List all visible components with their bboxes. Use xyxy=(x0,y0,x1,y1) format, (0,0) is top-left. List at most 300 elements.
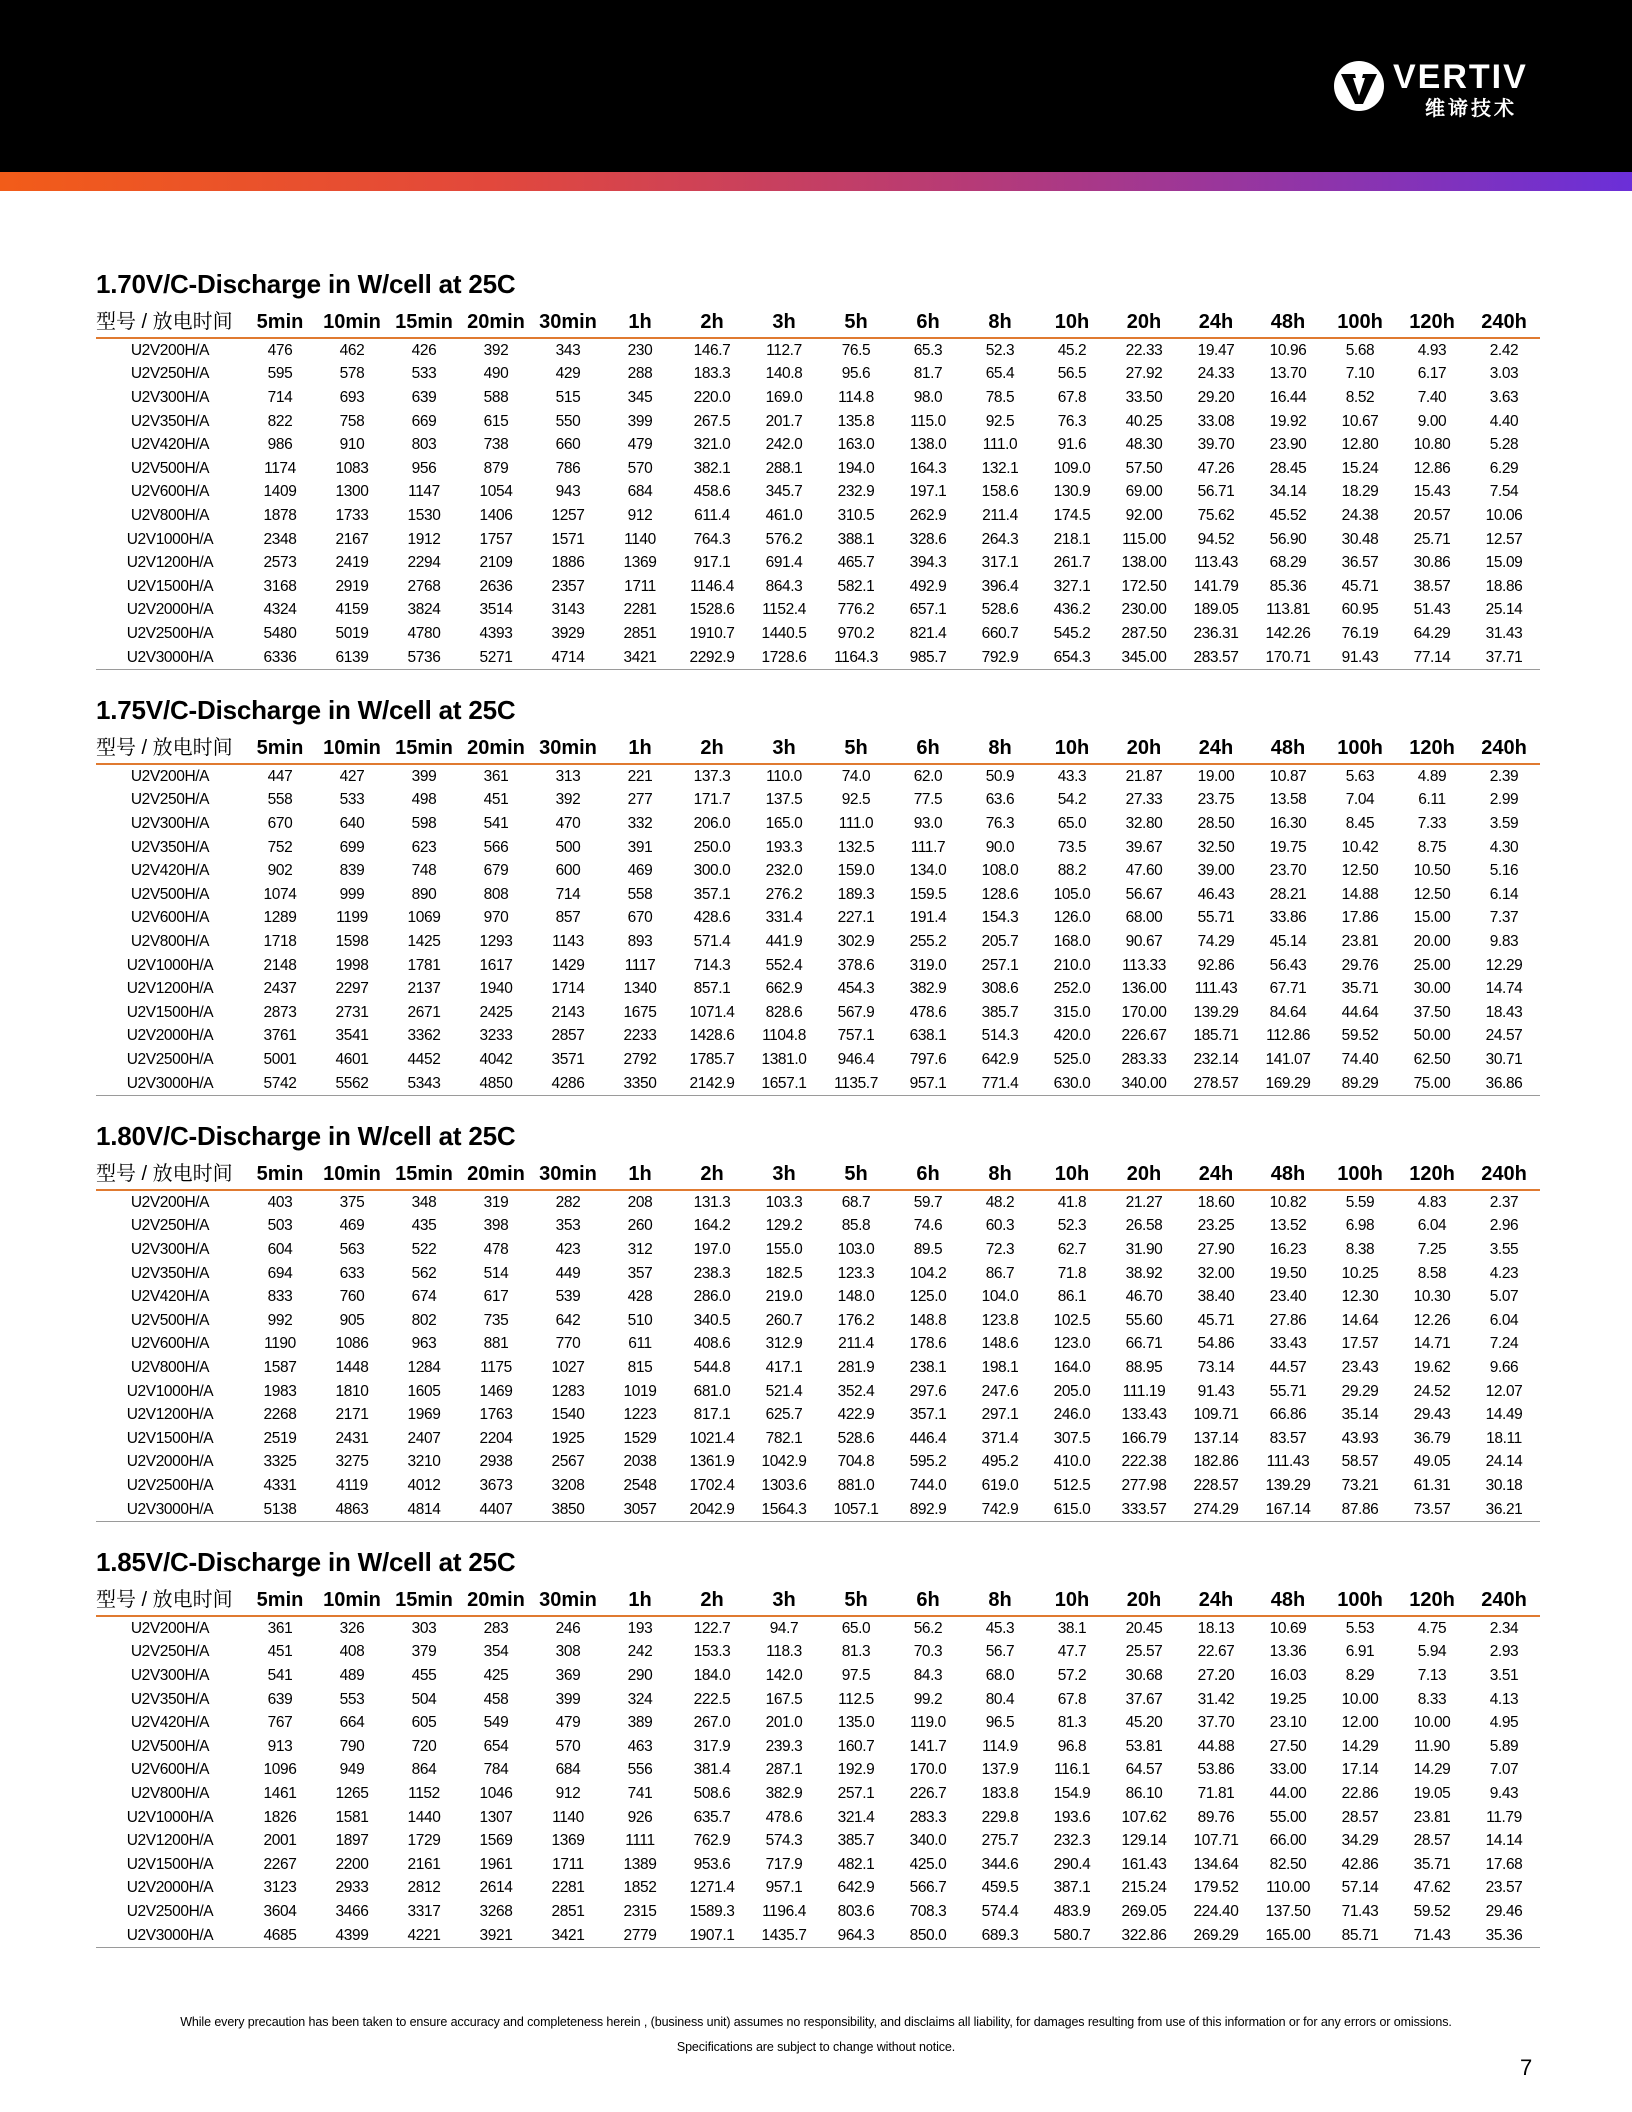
value-cell: 18.86 xyxy=(1485,577,1523,595)
time-column-header: 120h xyxy=(1396,302,1468,338)
value-cell: 3350 xyxy=(604,1072,676,1096)
discharge-section xyxy=(96,1544,1536,1948)
value-cell: 307.5 xyxy=(1053,1429,1091,1447)
value-cell: 2519 xyxy=(263,1429,297,1447)
value-cell: 238.3 xyxy=(693,1264,731,1282)
value-cell: 139.29 xyxy=(1193,1003,1239,1021)
footer-notice: Specifications are subject to change without notice. xyxy=(676,2040,956,2054)
time-column-header: 20min xyxy=(460,728,532,764)
value-cell: 167.5 xyxy=(765,1690,803,1708)
value-cell: 14.14 xyxy=(1485,1832,1523,1850)
value-cell: 345.7 xyxy=(765,483,803,501)
value-cell: 7.54 xyxy=(1489,483,1519,501)
value-cell: 495.2 xyxy=(981,1453,1019,1471)
value-cell: 110.0 xyxy=(766,767,802,785)
value-cell: 25.14 xyxy=(1485,601,1523,619)
value-cell: 33.86 xyxy=(1269,909,1307,927)
value-cell: 3673 xyxy=(479,1476,513,1494)
value-cell: 170.00 xyxy=(1121,1003,1167,1021)
value-cell: 65.0 xyxy=(841,1619,871,1637)
model-cell: U2V2500H/A xyxy=(126,1050,214,1068)
value-cell: 1293 xyxy=(479,932,513,950)
value-cell: 71.43 xyxy=(1396,1924,1468,1948)
value-cell: 890 xyxy=(411,885,437,903)
value-cell: 165.00 xyxy=(1252,1924,1324,1948)
value-cell: 771.4 xyxy=(964,1072,1036,1096)
value-cell: 36.57 xyxy=(1341,554,1379,572)
value-cell: 261.7 xyxy=(1053,554,1091,572)
value-cell: 206.0 xyxy=(693,814,731,832)
value-cell: 94.7 xyxy=(769,1619,799,1637)
model-column-header: 型号 / 放电时间 xyxy=(96,302,244,338)
model-cell: U2V1000H/A xyxy=(126,1382,214,1400)
value-cell: 1303.6 xyxy=(761,1476,807,1494)
value-cell: 23.10 xyxy=(1269,1714,1307,1732)
value-cell: 1757 xyxy=(479,530,513,548)
value-cell: 155.0 xyxy=(765,1240,803,1258)
model-cell: U2V800H/A xyxy=(130,932,210,950)
value-cell: 1826 xyxy=(263,1808,297,1826)
value-cell: 521.4 xyxy=(765,1382,803,1400)
value-cell: 10.00 xyxy=(1341,1690,1379,1708)
value-cell: 38.57 xyxy=(1413,577,1451,595)
value-cell: 113.33 xyxy=(1122,956,1166,974)
value-cell: 1381.0 xyxy=(761,1050,807,1068)
value-cell: 902 xyxy=(267,862,293,880)
value-cell: 31.43 xyxy=(1485,624,1523,642)
value-cell: 864 xyxy=(411,1761,437,1779)
value-cell: 29.46 xyxy=(1485,1902,1523,1920)
value-cell: 2315 xyxy=(623,1902,657,1920)
value-cell: 14.29 xyxy=(1413,1761,1451,1779)
value-cell: 2281 xyxy=(623,601,657,619)
value-cell: 21.87 xyxy=(1125,767,1163,785)
value-cell: 2933 xyxy=(335,1879,369,1897)
value-cell: 50.9 xyxy=(985,767,1015,785)
value-cell: 3.03 xyxy=(1489,365,1519,383)
value-cell: 588 xyxy=(483,388,509,406)
value-cell: 5.16 xyxy=(1489,862,1519,880)
time-column-header: 6h xyxy=(892,1154,964,1190)
value-cell: 332 xyxy=(627,814,653,832)
time-column-header: 10min xyxy=(316,1580,388,1616)
model-cell: U2V2500H/A xyxy=(126,1902,214,1920)
value-cell: 693 xyxy=(339,388,365,406)
vertiv-logo-icon xyxy=(1333,60,1385,112)
table-row xyxy=(96,1403,1540,1427)
value-cell: 479 xyxy=(555,1714,581,1732)
value-cell: 81.3 xyxy=(1057,1714,1087,1732)
value-cell: 18.11 xyxy=(1486,1429,1522,1447)
value-cell: 169.0 xyxy=(765,388,803,406)
value-cell: 56.5 xyxy=(1057,365,1087,383)
table-row xyxy=(96,764,1540,789)
value-cell: 892.9 xyxy=(892,1498,964,1522)
model-cell: U2V1200H/A xyxy=(126,554,214,572)
value-cell: 8.38 xyxy=(1345,1240,1375,1258)
value-cell: 322.86 xyxy=(1108,1924,1180,1948)
value-cell: 170.0 xyxy=(909,1761,947,1779)
value-cell: 35.36 xyxy=(1468,1924,1540,1948)
value-cell: 478.6 xyxy=(909,1003,947,1021)
discharge-table xyxy=(96,728,1540,1096)
value-cell: 741 xyxy=(627,1784,653,1802)
time-column-header: 1h xyxy=(604,302,676,338)
page-number: 7 xyxy=(1520,2055,1533,2080)
value-cell: 574.4 xyxy=(981,1902,1019,1920)
value-cell: 3.51 xyxy=(1489,1666,1519,1684)
value-cell: 1998 xyxy=(335,956,369,974)
value-cell: 28.57 xyxy=(1413,1832,1451,1850)
value-cell: 95.6 xyxy=(841,365,871,383)
value-cell: 1729 xyxy=(407,1832,441,1850)
value-cell: 12.07 xyxy=(1485,1382,1523,1400)
time-column-header: 240h xyxy=(1468,1580,1540,1616)
value-cell: 6139 xyxy=(316,646,388,670)
value-cell: 56.7 xyxy=(985,1643,1015,1661)
value-cell: 2204 xyxy=(479,1429,513,1447)
time-column-header: 2h xyxy=(676,1154,748,1190)
value-cell: 47.26 xyxy=(1197,459,1235,477)
value-cell: 381.4 xyxy=(693,1761,731,1779)
value-cell: 720 xyxy=(411,1737,437,1755)
table-row xyxy=(96,1238,1540,1262)
value-cell: 135.0 xyxy=(837,1714,875,1732)
value-cell: 28.45 xyxy=(1269,459,1307,477)
value-cell: 73.5 xyxy=(1057,838,1087,856)
value-cell: 576.2 xyxy=(765,530,803,548)
table-row xyxy=(96,363,1540,387)
time-column-header: 100h xyxy=(1324,1580,1396,1616)
value-cell: 44.88 xyxy=(1197,1737,1235,1755)
value-cell: 3362 xyxy=(407,1027,441,1045)
value-cell: 617 xyxy=(483,1288,509,1306)
value-cell: 1528.6 xyxy=(689,601,735,619)
value-cell: 427 xyxy=(339,767,365,785)
value-cell: 38.1 xyxy=(1057,1619,1087,1637)
value-cell: 153.3 xyxy=(693,1643,731,1661)
value-cell: 138.00 xyxy=(1121,554,1167,572)
value-cell: 275.7 xyxy=(981,1832,1019,1850)
value-cell: 1581 xyxy=(335,1808,369,1826)
value-cell: 215.24 xyxy=(1121,1879,1167,1897)
value-cell: 226.67 xyxy=(1121,1027,1167,1045)
value-cell: 14.71 xyxy=(1413,1335,1451,1353)
value-cell: 269.29 xyxy=(1180,1924,1252,1948)
value-cell: 28.50 xyxy=(1197,814,1235,832)
time-column-header: 30min xyxy=(532,1580,604,1616)
value-cell: 482.1 xyxy=(837,1855,875,1873)
value-cell: 4814 xyxy=(388,1498,460,1522)
value-cell: 208 xyxy=(627,1193,653,1211)
value-cell: 1019 xyxy=(623,1382,657,1400)
value-cell: 37.67 xyxy=(1125,1690,1163,1708)
value-cell: 14.74 xyxy=(1485,980,1523,998)
value-cell: 2731 xyxy=(335,1003,369,1021)
value-cell: 172.50 xyxy=(1121,577,1167,595)
value-cell: 2348 xyxy=(263,530,297,548)
value-cell: 16.23 xyxy=(1269,1240,1307,1258)
value-cell: 288 xyxy=(627,365,653,383)
value-cell: 60.95 xyxy=(1341,601,1379,619)
value-cell: 6.29 xyxy=(1489,459,1519,477)
value-cell: 85.8 xyxy=(841,1217,871,1235)
value-cell: 664 xyxy=(339,1714,365,1732)
time-column-header: 48h xyxy=(1252,1154,1324,1190)
value-cell: 558 xyxy=(267,791,293,809)
value-cell: 119.0 xyxy=(910,1714,946,1732)
value-cell: 267.5 xyxy=(693,412,731,430)
value-cell: 992 xyxy=(267,1311,293,1329)
value-cell: 15.43 xyxy=(1413,483,1451,501)
value-cell: 2109 xyxy=(479,554,513,572)
value-cell: 2779 xyxy=(604,1924,676,1948)
time-column-header: 8h xyxy=(964,302,1036,338)
value-cell: 714 xyxy=(267,388,293,406)
value-cell: 510 xyxy=(627,1311,653,1329)
value-cell: 508.6 xyxy=(693,1784,731,1802)
value-cell: 229.8 xyxy=(981,1808,1019,1826)
value-cell: 15.24 xyxy=(1341,459,1379,477)
value-cell: 14.49 xyxy=(1485,1406,1523,1424)
value-cell: 129.2 xyxy=(765,1217,803,1235)
table-header-row xyxy=(96,302,1540,338)
value-cell: 19.75 xyxy=(1269,838,1307,856)
value-cell: 90.0 xyxy=(985,838,1015,856)
value-cell: 104.0 xyxy=(981,1288,1019,1306)
value-cell: 65.4 xyxy=(985,365,1015,383)
table-row xyxy=(96,1759,1540,1783)
value-cell: 53.86 xyxy=(1197,1761,1235,1779)
value-cell: 4.13 xyxy=(1489,1690,1519,1708)
value-cell: 1529 xyxy=(623,1429,657,1447)
value-cell: 222.5 xyxy=(693,1690,731,1708)
value-cell: 246.0 xyxy=(1053,1406,1091,1424)
time-column-header: 5h xyxy=(820,1580,892,1616)
time-column-header: 1h xyxy=(604,1154,676,1190)
value-cell: 45.52 xyxy=(1269,506,1307,524)
value-cell: 137.9 xyxy=(981,1761,1019,1779)
value-cell: 28.21 xyxy=(1269,885,1307,903)
time-column-header: 100h xyxy=(1324,728,1396,764)
time-column-header: 20h xyxy=(1108,728,1180,764)
time-column-header: 6h xyxy=(892,728,964,764)
discharge-section xyxy=(96,1118,1536,1522)
value-cell: 1140 xyxy=(552,1808,584,1826)
value-cell: 762.9 xyxy=(693,1832,731,1850)
value-cell: 611 xyxy=(628,1335,652,1353)
model-cell: U2V500H/A xyxy=(130,1311,210,1329)
value-cell: 802 xyxy=(411,1311,437,1329)
value-cell: 58.57 xyxy=(1341,1453,1379,1471)
value-cell: 312 xyxy=(627,1240,653,1258)
model-cell: U2V200H/A xyxy=(130,1193,210,1211)
value-cell: 39.67 xyxy=(1125,838,1163,856)
value-cell: 964.3 xyxy=(820,1924,892,1948)
value-cell: 2042.9 xyxy=(676,1498,748,1522)
value-cell: 3.59 xyxy=(1489,814,1519,832)
value-cell: 24.57 xyxy=(1485,1027,1523,1045)
table-row xyxy=(96,1048,1540,1072)
time-column-header: 240h xyxy=(1468,1154,1540,1190)
value-cell: 319.0 xyxy=(909,956,947,974)
value-cell: 158.6 xyxy=(981,483,1019,501)
model-column-header: 型号 / 放电时间 xyxy=(96,728,244,764)
value-cell: 451 xyxy=(483,791,509,809)
value-cell: 566 xyxy=(483,838,509,856)
value-cell: 1810 xyxy=(335,1382,369,1400)
value-cell: 1074 xyxy=(263,885,297,903)
model-cell: U2V1500H/A xyxy=(126,1855,214,1873)
value-cell: 2419 xyxy=(335,554,369,572)
value-cell: 47.7 xyxy=(1057,1643,1087,1661)
value-cell: 630.0 xyxy=(1036,1072,1108,1096)
value-cell: 91.43 xyxy=(1324,646,1396,670)
model-cell: U2V250H/A xyxy=(130,1217,210,1235)
value-cell: 4452 xyxy=(407,1050,441,1068)
table-row xyxy=(96,954,1540,978)
model-cell: U2V3000H/A xyxy=(96,646,244,670)
value-cell: 56.67 xyxy=(1125,885,1163,903)
value-cell: 28.57 xyxy=(1341,1808,1379,1826)
value-cell: 23.90 xyxy=(1269,436,1307,454)
time-column-header: 240h xyxy=(1468,302,1540,338)
value-cell: 399 xyxy=(627,412,653,430)
value-cell: 2001 xyxy=(263,1832,297,1850)
value-cell: 85.71 xyxy=(1324,1924,1396,1948)
table-row xyxy=(96,859,1540,883)
value-cell: 3571 xyxy=(551,1050,585,1068)
value-cell: 441.9 xyxy=(765,932,803,950)
value-cell: 45.20 xyxy=(1125,1714,1163,1732)
value-cell: 4.89 xyxy=(1417,767,1447,785)
value-cell: 3421 xyxy=(532,1924,604,1948)
value-cell: 74.29 xyxy=(1197,932,1235,950)
value-cell: 228.57 xyxy=(1193,1476,1239,1494)
value-cell: 4159 xyxy=(335,601,369,619)
value-cell: 343 xyxy=(555,341,581,359)
value-cell: 50.00 xyxy=(1413,1027,1451,1045)
value-cell: 1369 xyxy=(551,1832,585,1850)
value-cell: 111.0 xyxy=(838,814,874,832)
value-cell: 953.6 xyxy=(693,1855,731,1873)
value-cell: 287.1 xyxy=(765,1761,803,1779)
value-cell: 1940 xyxy=(479,980,513,998)
value-cell: 19.92 xyxy=(1269,412,1307,430)
value-cell: 54.2 xyxy=(1057,791,1087,809)
value-cell: 38.92 xyxy=(1125,1264,1163,1282)
table-row xyxy=(96,1285,1540,1309)
value-cell: 255.2 xyxy=(909,932,947,950)
value-cell: 6.98 xyxy=(1345,1217,1375,1235)
value-cell: 83.57 xyxy=(1269,1429,1307,1447)
value-cell: 1409 xyxy=(263,483,297,501)
value-cell: 60.3 xyxy=(985,1217,1015,1235)
value-cell: 12.00 xyxy=(1341,1714,1379,1732)
value-cell: 170.71 xyxy=(1252,646,1324,670)
value-cell: 63.6 xyxy=(985,791,1015,809)
value-cell: 1605 xyxy=(407,1382,441,1400)
table-row xyxy=(96,1215,1540,1239)
value-cell: 133.43 xyxy=(1121,1406,1167,1424)
time-column-header: 30min xyxy=(532,302,604,338)
time-column-header: 5min xyxy=(244,1580,316,1616)
value-cell: 19.00 xyxy=(1197,767,1235,785)
value-cell: 3824 xyxy=(407,601,441,619)
time-column-header: 5min xyxy=(244,728,316,764)
value-cell: 2.93 xyxy=(1489,1643,1519,1661)
value-cell: 1152.4 xyxy=(762,601,806,619)
value-cell: 357.1 xyxy=(909,1406,947,1424)
value-cell: 43.3 xyxy=(1057,767,1087,785)
value-cell: 48.30 xyxy=(1125,436,1163,454)
model-cell: U2V600H/A xyxy=(130,909,210,927)
table-row xyxy=(96,883,1540,907)
value-cell: 3210 xyxy=(407,1453,441,1471)
value-cell: 276.2 xyxy=(765,885,803,903)
value-cell: 92.5 xyxy=(985,412,1015,430)
value-cell: 23.25 xyxy=(1197,1217,1235,1235)
value-cell: 348 xyxy=(411,1193,437,1211)
value-cell: 302.9 xyxy=(837,932,875,950)
time-column-header: 20h xyxy=(1108,1580,1180,1616)
value-cell: 420.0 xyxy=(1053,1027,1091,1045)
model-cell: U2V350H/A xyxy=(130,1264,210,1282)
value-cell: 262.9 xyxy=(909,506,947,524)
value-cell: 394.3 xyxy=(909,554,947,572)
value-cell: 33.00 xyxy=(1269,1761,1307,1779)
logo-wordmark: VERTIV xyxy=(1393,58,1528,96)
value-cell: 4331 xyxy=(263,1476,297,1494)
value-cell: 714.3 xyxy=(693,956,731,974)
value-cell: 45.14 xyxy=(1269,932,1307,950)
value-cell: 1284 xyxy=(407,1358,441,1376)
value-cell: 11.90 xyxy=(1414,1737,1450,1755)
value-cell: 110.00 xyxy=(1266,1879,1310,1897)
value-cell: 66.71 xyxy=(1125,1335,1163,1353)
value-cell: 674 xyxy=(411,1288,437,1306)
value-cell: 2137 xyxy=(407,980,441,998)
value-cell: 489 xyxy=(339,1666,365,1684)
value-cell: 7.04 xyxy=(1345,791,1375,809)
value-cell: 2851 xyxy=(551,1902,585,1920)
model-cell: U2V3000H/A xyxy=(96,1498,244,1522)
value-cell: 428.6 xyxy=(693,909,731,927)
value-cell: 19.50 xyxy=(1269,1264,1307,1282)
time-column-header: 3h xyxy=(748,1154,820,1190)
model-cell: U2V2000H/A xyxy=(126,1879,214,1897)
table-row xyxy=(96,646,1540,670)
value-cell: 957.1 xyxy=(765,1879,803,1897)
value-cell: 461.0 xyxy=(765,506,803,524)
model-cell: U2V600H/A xyxy=(130,483,210,501)
model-cell: U2V600H/A xyxy=(130,1761,210,1779)
time-column-header: 2h xyxy=(676,1580,748,1616)
value-cell: 182.86 xyxy=(1193,1453,1239,1471)
value-cell: 68.00 xyxy=(1125,909,1163,927)
value-cell: 1657.1 xyxy=(748,1072,820,1096)
value-cell: 210.0 xyxy=(1053,956,1091,974)
value-cell: 451 xyxy=(267,1643,293,1661)
value-cell: 66.86 xyxy=(1269,1406,1307,1424)
value-cell: 226.7 xyxy=(909,1784,947,1802)
value-cell: 1617 xyxy=(479,956,513,974)
value-cell: 97.5 xyxy=(841,1666,871,1684)
value-cell: 660 xyxy=(555,436,581,454)
section-title: 1.85V/C-Discharge in W/cell at 25C xyxy=(96,1547,516,1577)
value-cell: 742.9 xyxy=(964,1498,1036,1522)
value-cell: 10.80 xyxy=(1413,436,1451,454)
